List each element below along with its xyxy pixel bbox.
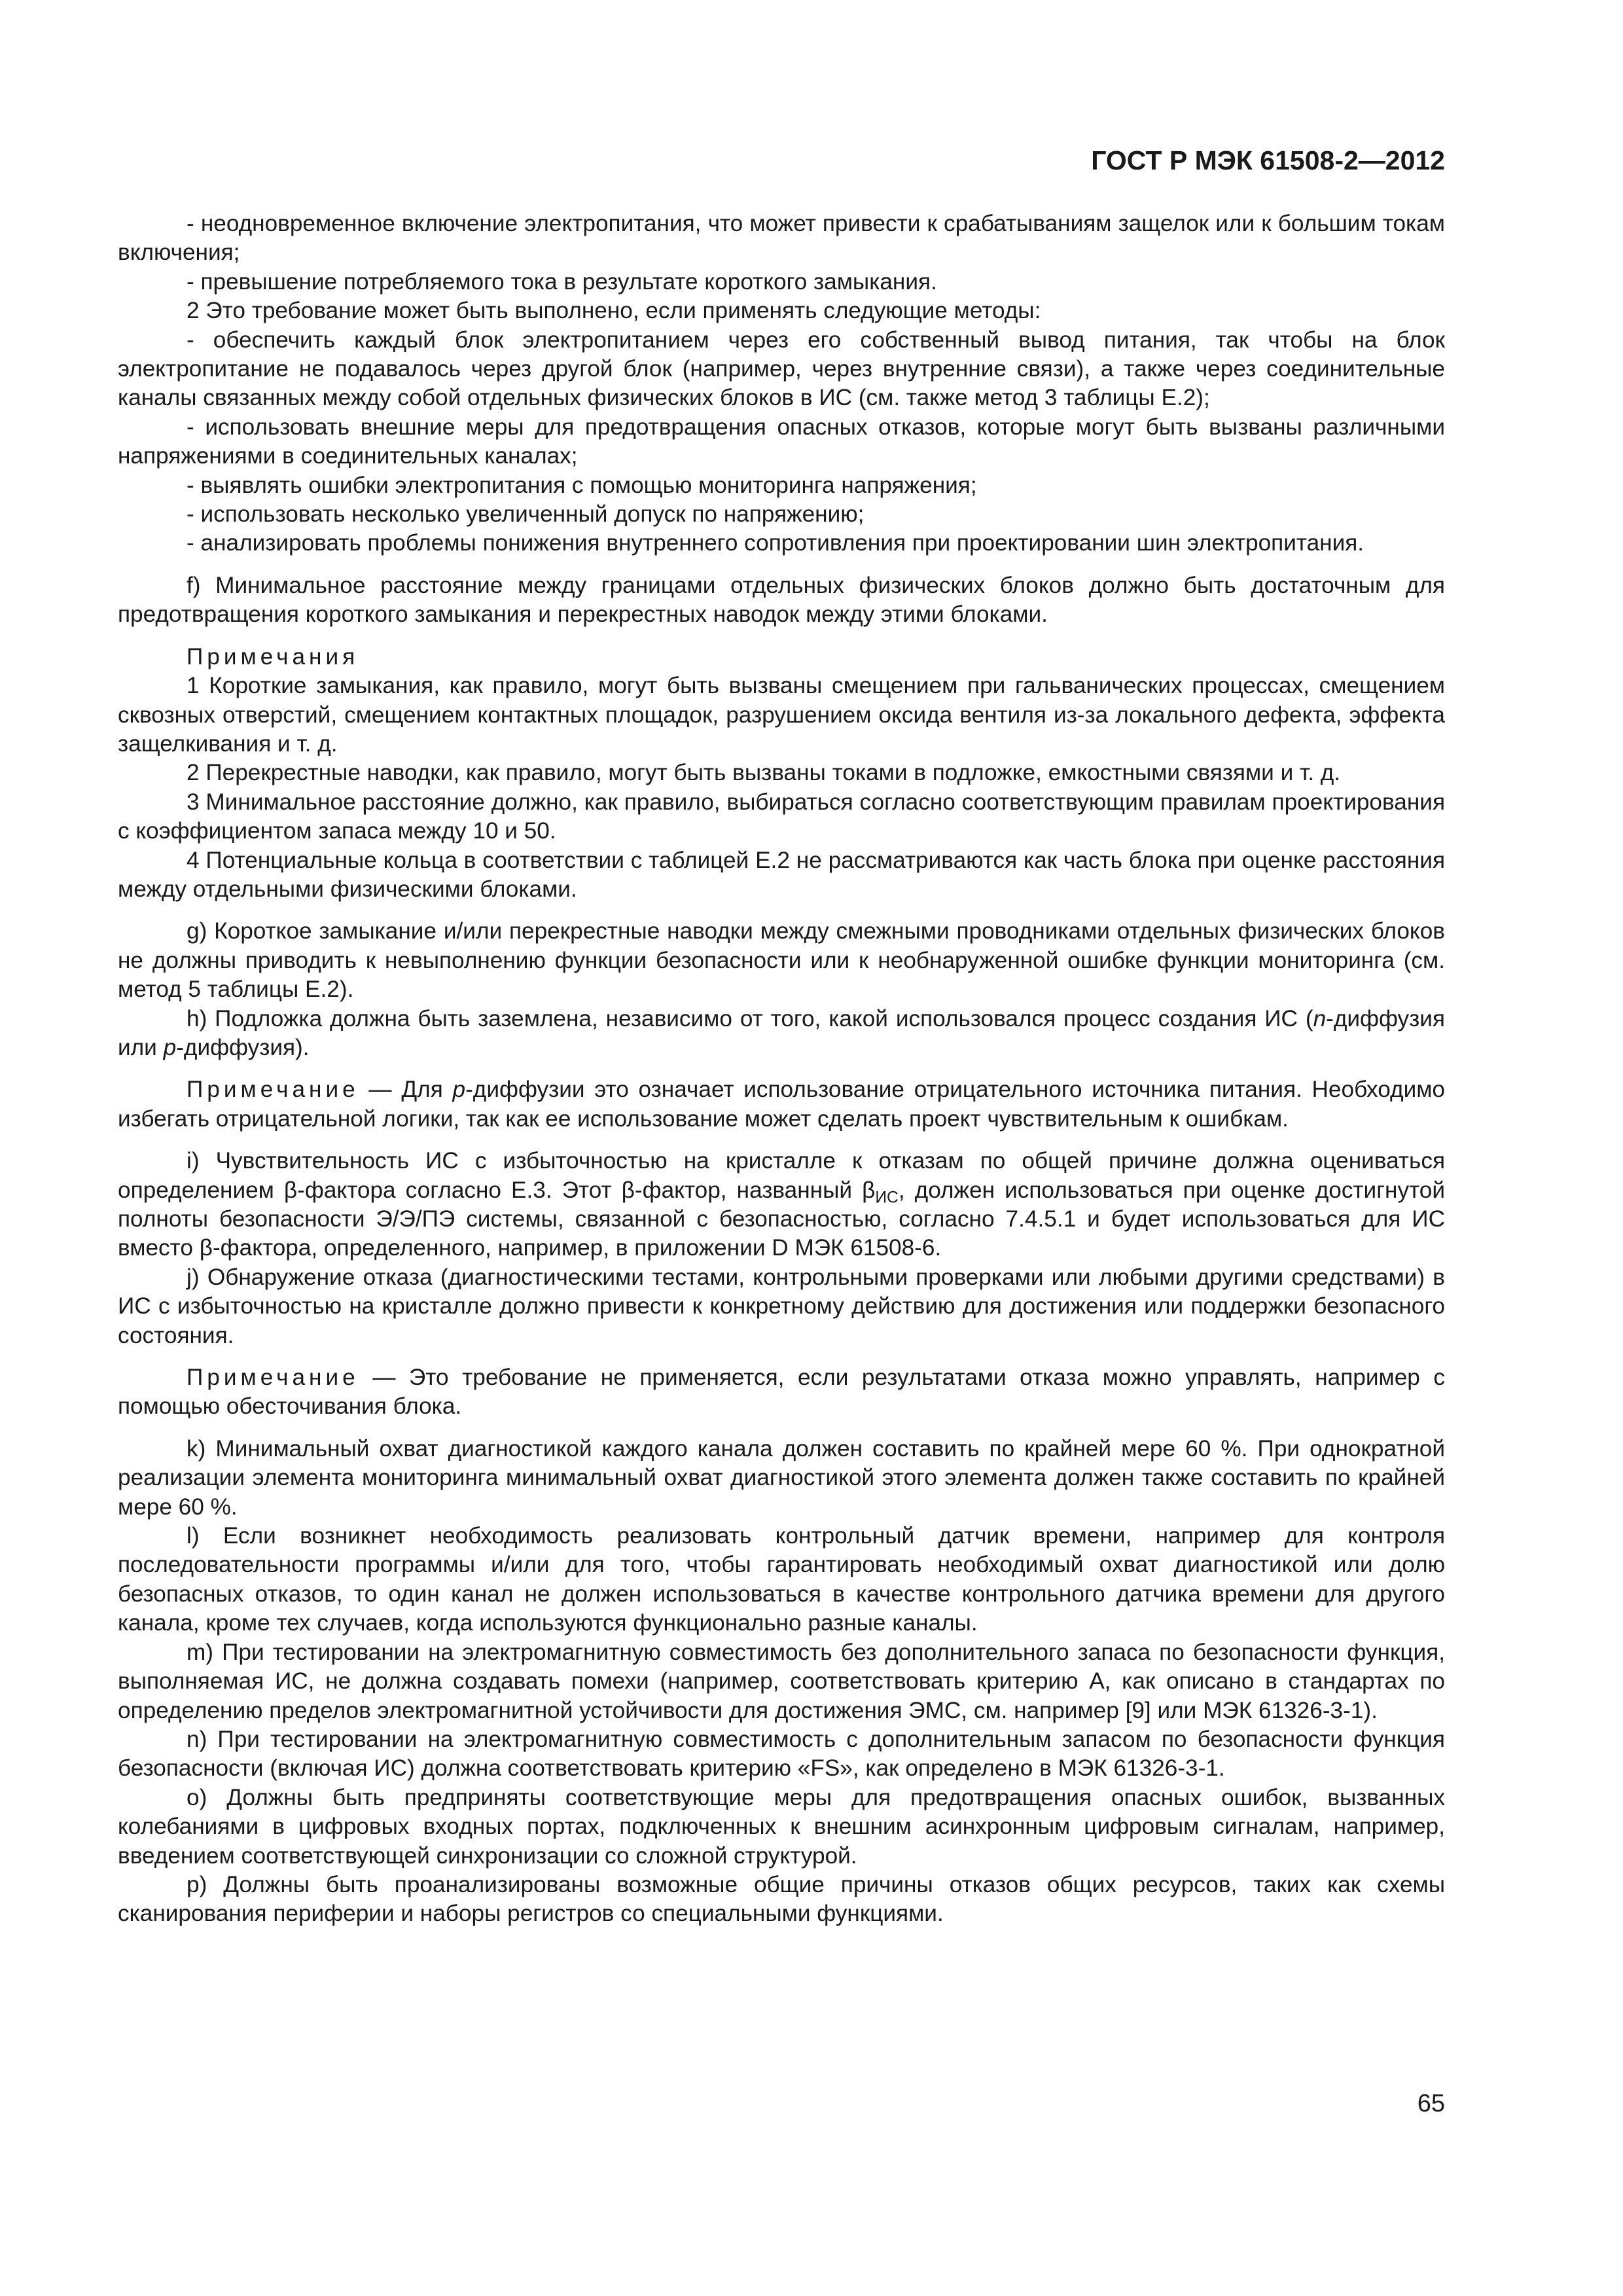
text-span: -диффузии это означает использование отрицательного источника питания. Необходимо избегать отрицательной логики, так как ее использование может сделать проект чувствительным к ошибкам. [118, 1077, 1445, 1132]
note-3: 3 Минимальное расстояние должно, как правило, выбираться согласно соответствующим правилам проектирования с коэффициентом запаса между 10 и 50. [118, 789, 1445, 844]
document-body [118, 209, 1445, 1929]
document-header-title: ГОСТ Р МЭК 61508-2—2012 [1091, 145, 1445, 175]
paragraph: 2 Это требование может быть выполнено, если применять следующие методы: [187, 298, 1041, 324]
paragraph: - обеспечить каждый блок электропитанием через его собственный вывод питания, так чтобы на блок электропитание не подавалось через другой блок (например, через внутренние связи), а также через соединительные каналы связанных между собой отдельных физических блоков в ИС (см. также метод 3 таблицы Е.2); [118, 327, 1445, 411]
paragraph-n: n) При тестировании на электромагнитную совместимость с дополнительным запасом по безопасности функция безопасности (включая ИС) должна соответствовать критерию «FS», как определено в МЭК 61326-3-1. [118, 1726, 1445, 1782]
paragraph-p: p) Должны быть проанализированы возможные общие причины отказов общих ресурсов, таких как схемы сканирования периферии и наборы регистров со специальными функциями. [118, 1871, 1445, 1927]
note-label: Примечание [187, 1365, 359, 1391]
paragraph-h [118, 1005, 1445, 1063]
text-span: , должен использоваться при оценке достигнутой полноты безопасности Э/Э/ПЭ системы, связанной с безопасностью, согласно 7.4.5.1 и будет использоваться для ИС вместо β-фактора, определенного, например, в приложении D МЭК 61508-6. [118, 1177, 1445, 1261]
paragraph: - анализировать проблемы понижения внутреннего сопротивления при проектировании шин электропитания. [187, 530, 1364, 556]
paragraph-j: j) Обнаружение отказа (диагностическими тестами, контрольными проверками или любыми другими средствами) в ИС с избыточностью на кристалле должно привести к конкретному действию для достижения или поддержки безопасного состояния. [118, 1264, 1445, 1348]
paragraph: - использовать несколько увеличенный допуск по напряжению; [187, 501, 865, 528]
paragraph: - превышение потребляемого тока в результате короткого замыкания. [187, 268, 937, 295]
paragraph-g: g) Короткое замыкание и/или перекрестные наводки между смежными проводниками отдельных физических блоков не должны приводить к невыполнению функции безопасности или к необнаруженной ошибке функции мониторинга (см. метод 5 таблицы Е.2). [118, 918, 1445, 1003]
beta-subscript: ИС [875, 1188, 899, 1206]
paragraph-k: k) Минимальный охват диагностикой каждого канала должен составить по крайней мере 60 %. При однократной реализации элемента мониторинга минимальный охват диагностикой этого элемента должен также составить по крайней мере 60 %. [118, 1435, 1445, 1520]
paragraph: - выявлять ошибки электропитания с помощью мониторинга напряжения; [187, 472, 977, 498]
paragraph-o: o) Должны быть предприняты соответствующие меры для предотвращения опасных ошибок, вызванных колебаниями в цифровых входных портах, подключенных к внешним асинхронным цифровым сигналам, например, введением соответствующей синхронизации со сложной структурой. [118, 1784, 1445, 1869]
text-span: h) Подложка должна быть заземлена, независимо от того, какой использовался процесс создания ИС ( [187, 1005, 1313, 1031]
note-2: 2 Перекрестные наводки, как правило, могут быть вызваны токами в подложке, емкостными связями и т. д. [187, 760, 1341, 786]
text-span: -диффузия). [176, 1034, 310, 1060]
paragraph-i [118, 1147, 1445, 1263]
italic-p: p [163, 1034, 177, 1060]
text-span: -диффузия или [118, 1005, 1445, 1060]
note-p-diffusion [118, 1075, 1445, 1134]
paragraph-f: f) Минимальное расстояние между границами отдельных физических блоков должно быть достаточным для предотвращения короткого замыкания и перекрестных наводок между этими блоками. [118, 572, 1445, 628]
text-span: i) Чувствительность ИС с избыточностью на кристалле к отказам по общей причине должна оцениваться определением β-фактора согласно Е.3. Этот β-фактор, названный β [118, 1148, 1445, 1203]
paragraph-m: m) При тестировании на электромагнитную совместимость без дополнительного запаса по безопасности функция, выполняемая ИС, не должна создавать помехи (например, соответствовать критерию А, как описано в стандартах по определению пределов электромагнитной устойчивости для достижения ЭМС, см. например [9] или МЭК 61326-3-1). [118, 1639, 1445, 1723]
note-1: 1 Короткие замыкания, как правило, могут быть вызваны смещением при гальванических процессах, смещением сквозных отверстий, смещением контактных площадок, разрушением оксида вентиля из-за локального дефекта, эффекта защелкивания и т. д. [118, 673, 1445, 757]
note-power-off [118, 1363, 1445, 1422]
paragraph: - неодновременное включение электропитания, что может привести к срабатываниям защелок или к большим токам включения; [118, 211, 1445, 266]
page-number: 65 [1417, 2090, 1445, 2117]
paragraph-l: l) Если возникнет необходимость реализовать контрольный датчик времени, например для контроля последовательности программы и/или для того, чтобы гарантировать необходимый охват диагностикой или долю безопасных отказов, то один канал не должен использоваться в качестве контрольного датчика времени для другого канала, кроме тех случаев, когда используются функционально разные каналы. [118, 1523, 1445, 1636]
italic-n: n [1313, 1005, 1327, 1031]
notes-heading: Примечания [187, 643, 359, 670]
text-span: — Для [359, 1077, 453, 1103]
paragraph: - использовать внешние меры для предотвращения опасных отказов, которые могут быть вызваны различными напряжениями в соединительных каналах; [118, 414, 1445, 469]
note-label: Примечание [187, 1077, 359, 1103]
text-span: — Это требование не применяется, если результатами отказа можно управлять, например с помощью обесточивания блока. [118, 1365, 1445, 1420]
note-4: 4 Потенциальные кольца в соответствии с таблицей Е.2 не рассматриваются как часть блока при оценке расстояния между отдельными физическими блоками. [118, 847, 1445, 902]
italic-p: p [452, 1077, 466, 1103]
